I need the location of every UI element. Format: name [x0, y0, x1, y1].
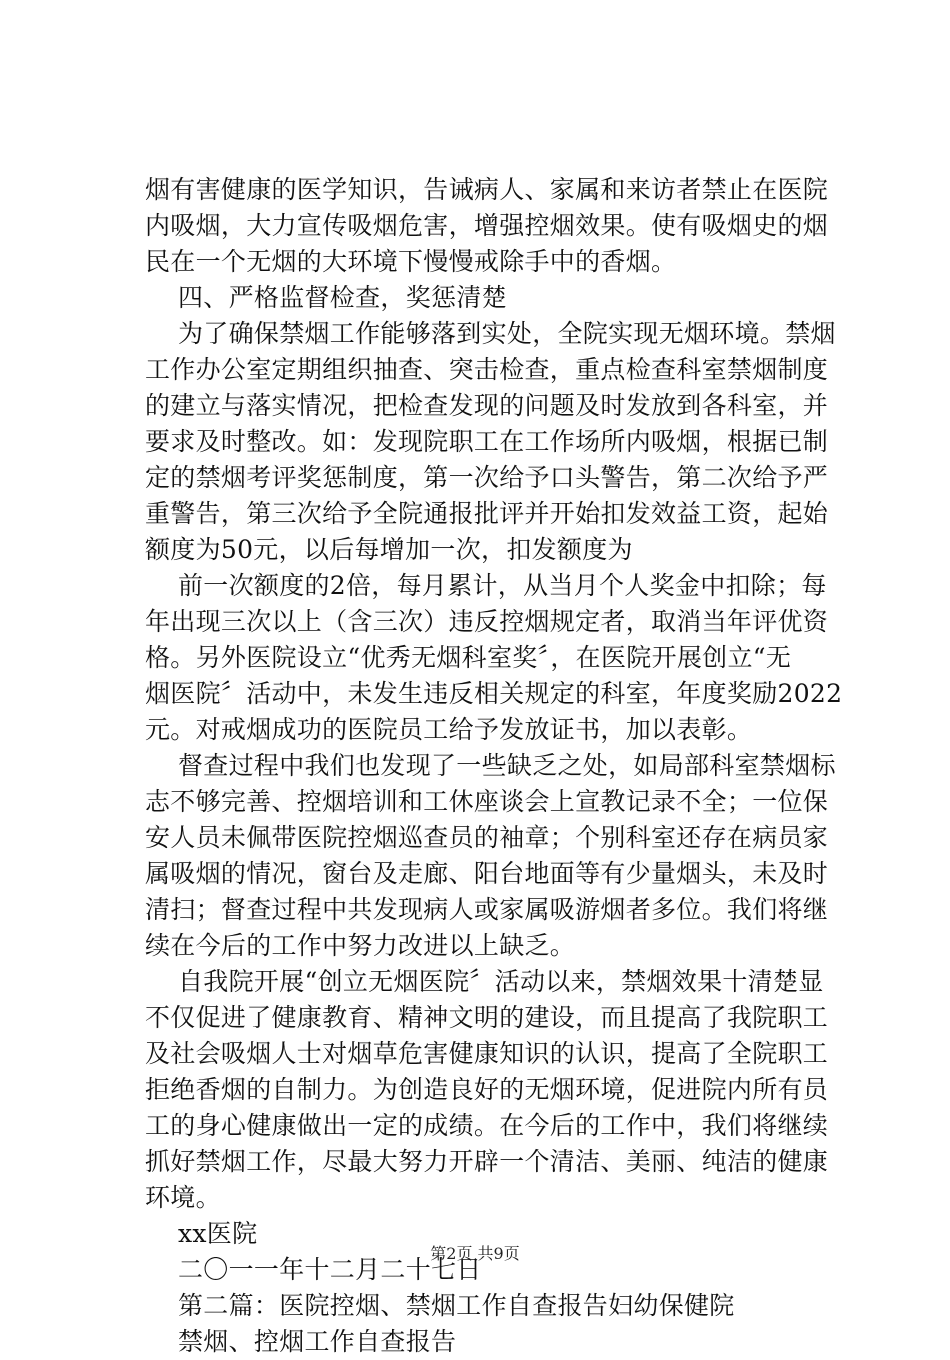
text-line: 定的禁烟考评奖惩制度，第一次给予口头警告，第二次给予严: [145, 463, 829, 492]
text-line: 内吸烟，大力宣传吸烟危害，增强控烟效果。使有吸烟史的烟: [145, 211, 829, 240]
text-line: 二〇一一年十二月二十七日: [178, 1255, 482, 1284]
text-line: 清扫；督查过程中共发现病人或家属吸游烟者多位。我们将继: [145, 895, 829, 924]
text-line: 及社会吸烟人士对烟草危害健康知识的认识，提高了全院职工: [145, 1039, 829, 1068]
text-line: 第二篇：医院控烟、禁烟工作自查报告妇幼保健院: [178, 1291, 735, 1320]
text-line: 民在一个无烟的大环境下慢慢戒除手中的香烟。: [145, 247, 677, 276]
text-line: 续在今后的工作中努力改进以上缺乏。: [145, 931, 576, 960]
text-line: 工的身心健康做出一定的成绩。在今后的工作中，我们将继续: [145, 1111, 829, 1140]
text-line: 元。对戒烟成功的医院员工给予发放证书，加以表彰。: [145, 715, 753, 744]
text-line: 安人员未佩带医院控烟巡查员的袖章；个别科室还存在病员家: [145, 823, 829, 852]
text-line: 四、严格监督检查，奖惩清楚: [178, 283, 507, 312]
text-line: 前一次额度的2倍，每月累计，从当月个人奖金中扣除；每: [178, 571, 827, 600]
text-line: xx医院: [178, 1219, 258, 1248]
document-body: [145, 172, 843, 1360]
text-line: 督查过程中我们也发现了一些缺乏之处，如局部科室禁烟标: [178, 751, 836, 780]
text-line: 的建立与落实情况，把检查发现的问题及时发放到各科室，并: [145, 391, 829, 420]
text-line: 要求及时整改。如：发现院职工在工作场所内吸烟，根据已制: [145, 427, 829, 456]
text-line: 抓好禁烟工作，尽最大努力开辟一个清洁、美丽、纯洁的健康: [145, 1147, 829, 1176]
text-line: 年出现三次以上（含三次）违反控烟规定者，取消当年评优资: [145, 607, 829, 636]
text-line: 自我院开展“创立无烟医院〞活动以来，禁烟效果十清楚显: [178, 967, 824, 996]
text-line: 禁烟、控烟工作自查报告: [178, 1327, 457, 1356]
text-line: 烟有害健康的医学知识，告诫病人、家属和来访者禁止在医院: [145, 175, 829, 204]
text-line: 烟医院〞活动中，未发生违反相关规定的科室，年度奖励2022: [145, 679, 843, 708]
text-line: 属吸烟的情况，窗台及走廊、阳台地面等有少量烟头，未及时: [145, 859, 829, 888]
text-line: 工作办公室定期组织抽查、突击检查，重点检查科室禁烟制度: [145, 355, 829, 384]
text-line: 环境。: [145, 1183, 221, 1212]
text-line: 额度为50元，以后每增加一次，扣发额度为: [145, 535, 633, 564]
text-line: 不仅促进了健康教育、精神文明的建设，而且提高了我院职工: [145, 1003, 829, 1032]
text-line: 格。另外医院设立“优秀无烟科室奖〞，在医院开展创立“无: [145, 643, 792, 672]
page-footer: 第2页 共9页: [430, 1244, 520, 1263]
text-line: 拒绝香烟的自制力。为创造良好的无烟环境，促进院内所有员: [145, 1075, 829, 1104]
text-line: 重警告，第三次给予全院通报批评并开始扣发效益工资，起始: [145, 499, 829, 528]
text-line: 志不够完善、控烟培训和工休座谈会上宣教记录不全；一位保: [145, 787, 829, 816]
text-line: 为了确保禁烟工作能够落到实处，全院实现无烟环境。禁烟: [178, 319, 836, 348]
